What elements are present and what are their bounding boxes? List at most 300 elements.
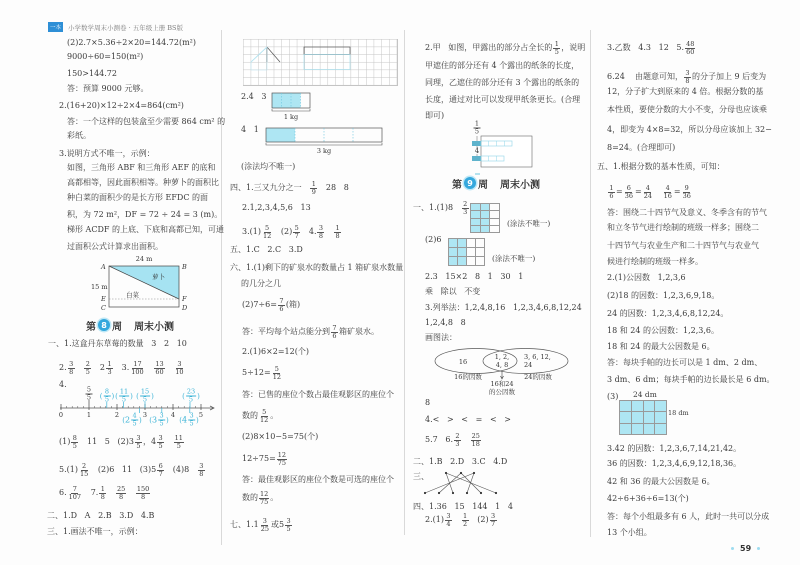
text-segment: ( (179, 416, 182, 424)
text-segment: 的几分之几 (241, 279, 281, 288)
answer-line (59, 435, 185, 449)
denominator: 5 (136, 441, 141, 450)
denominator: 5 (121, 395, 127, 404)
number-line-answer-label (182, 389, 200, 404)
numerator: 2 (463, 199, 468, 208)
week-number-badge-icon: 8 (98, 319, 110, 331)
numerator: 1 (107, 359, 112, 368)
fraction-stack (99, 486, 106, 501)
fraction-stack (474, 121, 481, 136)
answer-line: 4 1 (241, 125, 259, 134)
numerator: 5 (274, 364, 279, 373)
handkerchief-tiling-grid (619, 400, 667, 435)
fraction (683, 70, 692, 85)
answer-line (59, 486, 151, 500)
denominator: 12 (272, 372, 281, 381)
denominator: 107 (68, 492, 82, 501)
whole-number: 2 (124, 415, 131, 425)
fraction (67, 486, 83, 501)
point-a-label: A (101, 263, 106, 271)
denominator: 5 (132, 419, 137, 428)
denominator: 5 (286, 524, 291, 533)
text-segment: = (673, 187, 681, 196)
fraction-stack (131, 413, 138, 428)
denominator: 5 (104, 395, 110, 404)
top-length-label: 24 m (135, 255, 153, 263)
numerator: 3 (177, 359, 182, 368)
fraction-stack (462, 201, 469, 216)
whole-number: 5 (151, 465, 157, 474)
numerator: 4 (132, 411, 137, 420)
fraction-stack (684, 70, 691, 85)
numerator: 1 (100, 484, 105, 493)
denominator: 5 (85, 367, 90, 376)
answer-line (242, 491, 278, 505)
fraction (453, 433, 462, 448)
fraction-stack (310, 181, 317, 196)
numerator: 3 (136, 433, 141, 442)
fraction (316, 225, 325, 240)
venn-common-label: 16和24 (490, 380, 514, 388)
text-segment: 三、1.画法不唯一，示例： (47, 527, 143, 536)
text-segment: 2.3 15×2 8 1 30 1 (425, 272, 524, 281)
denominator: 10 (175, 367, 184, 376)
answer-line (607, 492, 689, 506)
answer-line (242, 325, 379, 339)
answer-line (425, 109, 444, 123)
fraction (276, 452, 288, 467)
fraction (78, 463, 90, 478)
number-line-answer-label (179, 413, 199, 428)
number-line-answer-label (136, 389, 154, 404)
numerator: 17 (133, 359, 142, 368)
fraction (258, 409, 270, 424)
fraction (623, 185, 635, 200)
fraction (461, 513, 470, 528)
shaded-grid-two-thirds (470, 203, 500, 233)
text-segment (453, 513, 461, 527)
numerator: 5 (265, 223, 270, 232)
denominator: 60 (686, 47, 695, 56)
text-segment: 6.24 由题意可知， (607, 72, 683, 81)
fraction (309, 181, 318, 196)
answer-line (607, 255, 703, 269)
text-segment: 42 和 36 的最大公因数是 6。 (607, 477, 715, 486)
fraction-stack (106, 361, 113, 376)
text-segment: 过面积公式计算求出面积。 (67, 242, 163, 251)
fraction (173, 361, 185, 376)
denominator: 2 (463, 519, 468, 528)
text-segment: ) (197, 392, 200, 400)
text-segment: 候进行绘制的班级一样多。 (607, 257, 703, 266)
fraction-stack (188, 413, 195, 428)
text-segment: 甲遮住的部分还有 4 个露出的纸条的长度， (425, 61, 580, 70)
strip-fraction-label (473, 121, 482, 136)
mixed-number (152, 413, 166, 428)
text-segment (462, 433, 470, 447)
mixed-number (254, 518, 271, 533)
text-segment: 本性质，要使分数的大小不变，分母也应该乘 (607, 105, 767, 114)
week-suffix: 周 (478, 179, 488, 191)
numerator: 9 (684, 183, 689, 192)
answer-line (230, 243, 303, 257)
text-segment: 的分子加上 9 后变为 (691, 72, 767, 81)
text-segment: 五、1.根据分数的基本性质，可知： (597, 162, 725, 171)
fraction (444, 513, 453, 528)
numerator: 1 (609, 183, 614, 192)
fraction-stack (471, 433, 481, 448)
fraction-stack (157, 435, 164, 450)
text-segment: 6. (59, 488, 67, 497)
fraction (83, 361, 92, 376)
denominator: 5 (142, 395, 148, 404)
numerator: 6 (158, 461, 163, 470)
text-segment: ) (130, 392, 133, 400)
text-segment: ) (151, 392, 154, 400)
mixed-number (182, 413, 196, 428)
denominator: 36 (624, 191, 633, 200)
text-segment: (2)7÷6= (242, 300, 277, 309)
week-suffix: 周 (112, 321, 122, 333)
text-segment: (2)6 (425, 235, 442, 244)
fraction-stack (174, 435, 184, 450)
text-segment: 3.42 的因数：1,2,3,6,7,14,21,42。 (607, 444, 742, 453)
denominator: 5 (176, 441, 181, 450)
answer-line (607, 307, 728, 321)
fraction-stack (663, 185, 673, 200)
answer-line (242, 345, 309, 359)
text-segment (146, 361, 154, 375)
answer-line (607, 442, 741, 456)
text-segment: ) (111, 392, 115, 400)
fraction (271, 366, 283, 381)
answer-line (607, 356, 762, 370)
answer-line (242, 366, 283, 380)
text-segment: ) (139, 416, 142, 424)
fraction-stack (462, 513, 469, 528)
fraction-stack (157, 463, 164, 478)
text-segment: 三、 (413, 472, 429, 481)
denominator: 5 (554, 47, 559, 56)
answer-line (47, 525, 143, 539)
text-segment: (2) (469, 515, 489, 524)
text-segment: 梯形 ACDF 的上底、下底和高都已知，可通 (67, 225, 224, 234)
fraction (681, 185, 693, 200)
text-segment (127, 486, 135, 500)
text-segment: 1,2,4,8 8 (425, 318, 466, 327)
column-divider (590, 30, 591, 537)
fraction-stack (262, 225, 272, 240)
answer-line (242, 452, 288, 466)
denominator: 5 (72, 441, 77, 450)
fraction-stack (79, 463, 89, 478)
text-segment: 5.(1) (59, 465, 78, 474)
grid-shapes (243, 39, 397, 85)
fraction-stack (334, 225, 341, 240)
column-divider (404, 30, 405, 535)
text-segment: 箱矿泉水。 (339, 327, 379, 336)
denominator: 8 (335, 231, 340, 240)
fraction (67, 361, 76, 376)
fraction-stack (135, 435, 142, 450)
numerator: 2 (82, 461, 87, 470)
numerator: 11 (174, 433, 183, 442)
fraction (684, 41, 696, 56)
numerator: 25 (116, 484, 126, 493)
numerator: 3 (158, 433, 163, 442)
numerator: 8 (104, 387, 110, 396)
week-number-badge-icon: 9 (464, 177, 476, 189)
number-line-label (85, 387, 94, 402)
answer-line (241, 277, 281, 291)
answer-line (607, 373, 775, 387)
answer-line (607, 221, 759, 235)
numerator: 1 (311, 179, 316, 188)
answer-line (607, 457, 741, 471)
numerator: 15 (140, 387, 150, 396)
denominator: 8 (685, 76, 690, 85)
text-segment: 彩纸。 (67, 131, 91, 140)
text-segment (107, 486, 115, 500)
answer-line (67, 82, 148, 96)
page-number: 59 (740, 544, 752, 553)
text-segment: (2)8×10−5=75(个) (242, 432, 319, 441)
fraction-stack (260, 518, 270, 533)
text-segment: 2. (59, 363, 67, 372)
venn-left-label: 16的因数 (454, 373, 482, 381)
denominator: 18 (471, 439, 480, 448)
week-prefix: 第 (86, 321, 96, 333)
fraction (258, 491, 270, 506)
denominator: 60 (155, 367, 164, 376)
denominator: 6 (609, 191, 614, 200)
text-segment: 四、1.36 15 144 1 4 (413, 502, 513, 511)
text-segment: ( (115, 392, 118, 400)
answer-line (425, 270, 523, 284)
denominator: 5 (158, 441, 163, 450)
tick-label: 2 (114, 411, 120, 419)
venn-left-only: 16 (458, 358, 468, 366)
fraction-stack (119, 389, 129, 404)
text-segment: 12÷75= (242, 454, 276, 463)
tick-label: 1 (86, 411, 92, 419)
numerator: 3 (446, 511, 451, 520)
text-segment: ( (136, 392, 139, 400)
answer-line (607, 289, 719, 303)
answer-line (425, 76, 579, 90)
denominator: 3 (107, 367, 112, 376)
answer-line (230, 518, 293, 532)
text-segment: 如图，三角形 ABF 和三角形 AEF 的底和 (67, 163, 216, 172)
text-segment: 2.(1)公因数 1,2,3,6 (607, 273, 686, 282)
trapezoid-area-figure (90, 252, 190, 314)
text-segment: ，说明 (561, 43, 586, 52)
side-length-label: 15 m (91, 283, 108, 291)
denominator: 5 (159, 419, 164, 428)
fraction-stack (136, 486, 150, 501)
answer-line (425, 285, 480, 299)
denominator: 8 (318, 231, 324, 240)
point-f-label: F (182, 295, 187, 303)
fraction-stack (682, 185, 692, 200)
numerator: 6 (626, 183, 631, 192)
answer-line (425, 396, 430, 410)
decorative-dot-icon (731, 547, 734, 550)
text-segment: 3 dm、6 dm；每块手帕的边长最长是 6 dm。 (607, 375, 775, 384)
fraction-stack (140, 389, 150, 404)
text-segment: ) (166, 416, 169, 424)
text-segment: 和立冬节气进行绘制的班级一样多；围绕二 (607, 223, 759, 232)
text-segment: 一、1.(1)8 (413, 203, 461, 212)
column-divider (221, 30, 222, 545)
denominator: 75 (260, 497, 269, 506)
answer-line (425, 59, 579, 73)
text-segment: 数的 (242, 411, 258, 420)
book-title: 小学数学周末小测卷 · 五年级上册 BS版 (68, 23, 184, 32)
fraction (277, 298, 286, 313)
answer-line (607, 103, 767, 117)
fraction-stack (130, 361, 144, 376)
fraction (292, 225, 301, 240)
text-segment: ( (122, 416, 125, 424)
number-line-answer-label (115, 389, 133, 404)
whole-number: 2 (99, 363, 106, 372)
text-segment: 即可) (425, 111, 445, 120)
fraction-stack (624, 185, 634, 200)
denominator: 7 (491, 519, 496, 528)
text-segment: 9000÷60=150(m²) (67, 52, 144, 61)
fraction-stack (317, 225, 324, 240)
text-segment: 42÷6+36÷6=13(个) (607, 494, 689, 503)
answer-line (413, 455, 507, 469)
text-segment: (2)18 的因数：1,2,3,6,9,18。 (607, 291, 720, 300)
numerator: 4 (665, 183, 670, 192)
answer-line (230, 261, 403, 275)
numerator: 3 (159, 411, 164, 420)
venn-right-only: 24 (524, 361, 533, 369)
answer-line (59, 99, 184, 113)
week-8-heading (86, 318, 174, 332)
text-segment: 答：预算 9000 元够。 (67, 84, 149, 93)
numerator: 5 (294, 223, 299, 232)
answer-line (67, 176, 219, 190)
numerator: 2 (455, 431, 460, 440)
numerator: 3 (69, 359, 74, 368)
numerator: 5 (262, 407, 267, 416)
point-c-label: C (101, 304, 106, 312)
text-segment (92, 361, 100, 375)
fraction (185, 389, 197, 404)
grid-note: (涂法不唯一) (492, 254, 536, 263)
fraction (473, 121, 482, 136)
numerator: 13 (155, 359, 164, 368)
fraction-stack (285, 518, 292, 533)
text-segment: 答：已售的座位个数占最佳观影区的座位个 (242, 390, 394, 399)
mixed-number (279, 518, 293, 533)
answer-line (425, 316, 466, 330)
answer-line (607, 239, 759, 253)
text-segment: 答：一个这样的包装盒至少需要 864 cm² 的 (67, 117, 226, 126)
fraction-stack (490, 513, 497, 528)
text-segment: 五、1.C 2.C 3.D (230, 245, 303, 254)
answer-line (607, 41, 696, 55)
text-segment: 4，即变为 4×8=32，所以分母应该加上 32− (607, 125, 772, 134)
fraction (552, 41, 561, 56)
text-segment: 六、1.(1)剩下的矿泉水的数量占 1 箱矿泉水数量 (230, 263, 404, 272)
grid-note: (涂法不唯一) (507, 219, 551, 228)
denominator: 7 (294, 231, 299, 240)
numerator: 7 (72, 484, 77, 493)
text-segment: 150>144.72 (67, 69, 117, 78)
page-footer (731, 544, 760, 553)
numerator: 3 (189, 411, 194, 420)
answer-line (607, 271, 686, 285)
text-segment: 24 的因数：1,2,3,4,6,8,12,24。 (607, 309, 729, 318)
answer-line (242, 298, 300, 312)
mixed-number (151, 435, 165, 450)
fraction (333, 225, 342, 240)
answer-line (67, 223, 224, 237)
answer-line (59, 147, 155, 161)
text-segment: 2.(1)6×2=12(个) (242, 347, 309, 356)
fraction-stack (259, 409, 269, 424)
numerator: 23 (186, 387, 196, 396)
decorative-dot-icon (757, 547, 760, 550)
venn-common-values: 4, 8 (495, 361, 509, 369)
numerator: 1 (554, 39, 559, 48)
fraction (153, 361, 165, 376)
fraction (197, 463, 206, 478)
fraction-bar-diagrams (265, 90, 390, 155)
denominator: 36 (682, 191, 691, 200)
denominator: 3 (463, 207, 468, 216)
answer-line (67, 67, 117, 81)
numerator: 3 (318, 223, 324, 232)
text-segment: (2) (273, 227, 293, 236)
whole-number: 5 (279, 520, 285, 529)
answer-line (425, 433, 482, 447)
text-segment: 8 (425, 398, 431, 407)
denominator: 3 (455, 439, 460, 448)
week-title: 周末小测 (134, 321, 174, 333)
fraction-stack (277, 452, 287, 467)
text-segment: = (634, 187, 642, 196)
text-segment: 3. (114, 363, 130, 372)
fraction (470, 433, 482, 448)
fraction-stack (608, 185, 615, 200)
fraction-stack (84, 361, 91, 376)
fraction (642, 185, 654, 200)
denominator: 75 (277, 458, 287, 467)
text-segment: 3.乙数 4.3 12 5. (607, 43, 685, 52)
text-segment: (2)2.7×5.36÷2×20=144.72(m²) (67, 38, 196, 47)
fraction-stack (331, 325, 338, 340)
numerator: 3 (491, 511, 496, 520)
answer-line (607, 123, 772, 137)
denominator: 4 (446, 519, 451, 528)
fraction (85, 387, 94, 402)
answer-line (242, 473, 394, 487)
text-segment: 答：每个小组最多有 6 人，此时一共可以分成 (607, 512, 770, 521)
answer-line (607, 526, 652, 540)
text-segment: ( (149, 416, 152, 424)
fraction (330, 325, 339, 340)
text-segment (166, 361, 174, 375)
venn-right-only: 3, 6, 12, (524, 353, 551, 361)
number-line-answer-label (149, 413, 169, 428)
answer-line (425, 93, 580, 107)
answer-line (67, 191, 208, 205)
